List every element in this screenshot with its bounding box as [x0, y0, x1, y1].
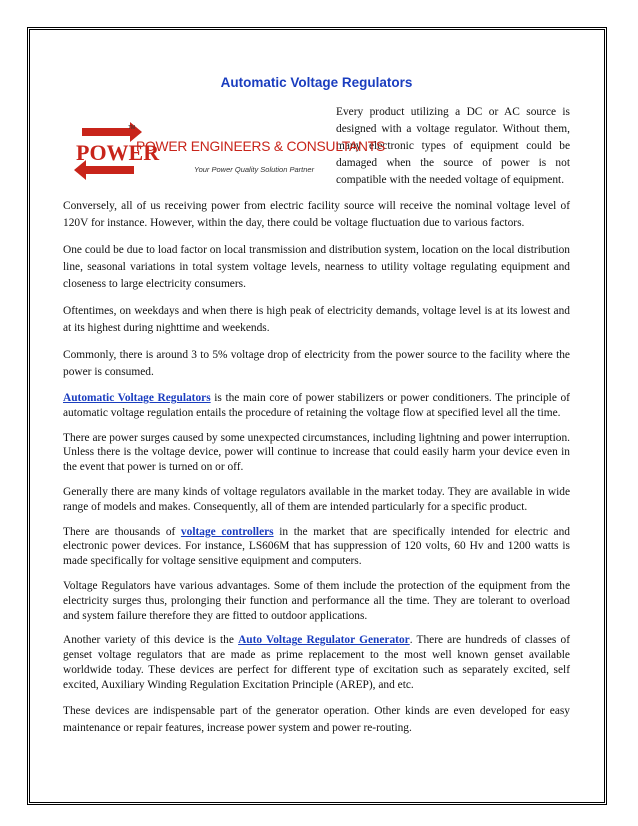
- paragraph-generator: [63, 633, 570, 692]
- paragraph-commonly: Commonly, there is around 3 to 5% voltage drop of electricity from the power source to the facility where the power is consumed.: [63, 349, 570, 378]
- document-body: [63, 74, 570, 747]
- power-logo-icon: [74, 116, 326, 194]
- logo-brand: POWER: [76, 140, 160, 165]
- paragraph-advantages: Voltage Regulators have various advantages. Some of them include the protection of the equipment from the electricity surges thus, prolonging their function and performance all the time. They are tolerant to overload and system failure therefore they are fitted to outdoor applications.: [63, 579, 570, 622]
- paragraph-surges: There are power surges caused by some unexpected circumstances, including lightning and power interruption. Unless there is the voltage device, power will continue to increase that could easily harm your device even in the event that power is turned on or off.: [63, 431, 570, 474]
- logo-tagline: Your Power Quality Solution Partner: [194, 165, 315, 174]
- paragraph-last: These devices are indispensable part of the generator operation. Other kinds are even developed for easy maintenance or repair features, increase power system and power re-routing.: [63, 704, 570, 734]
- company-logo: [74, 116, 385, 194]
- logo-trademark: TM: [128, 125, 136, 131]
- intro-paragraph: Every product utilizing a DC or AC source is designed with a voltage regulator. Without them, many electronic types of equipment could be damaged when the source of power is not compatible with the needed voltage of equipment.: [336, 106, 570, 186]
- document-title: Automatic Voltage Regulators: [220, 75, 413, 90]
- paragraph-oftentimes: Oftentimes, on weekdays and when there is high peak of electricity demands, voltage level is at its lowest and at its highest during nighttime and weekends.: [63, 305, 570, 334]
- controllers-before: There are thousands of: [63, 525, 181, 538]
- paragraph-kinds: Generally there are many kinds of voltage regulators available in the market today. They are available in wide range of models and makes. Consequently, all of them are intended particularly for a specific product.: [63, 485, 570, 513]
- avr-link[interactable]: Automatic Voltage Regulators: [63, 392, 211, 404]
- controllers-after: in the market that are specifically intended for electric and electronic power devices. For instance, LS606M that has suppression of 120 volts, 60 Hv and 1200 watts is made specifically for voltage sensitive equipment and computers.: [63, 525, 570, 568]
- paragraph-conversely: Conversely, all of us receiving power from electric facility source will receive the nominal voltage level of 120V for instance. However, within the day, there could be voltage fluctuation due to various factors.: [63, 200, 570, 229]
- intro-section: [63, 104, 570, 194]
- voltage-controllers-link[interactable]: voltage controllers: [180, 525, 274, 538]
- paragraph-load-factor: One could be due to load factor on local transmission and distribution system, location on the local distribution line, seasonal variations in total system voltage levels, nearness to utility voltage regulating equipment and closeness to large electricity consumers.: [63, 244, 570, 290]
- avr-text: is the main core of power stabilizers or power conditioners. The principle of automatic voltage regulation entails the procedure of retaining the voltage flow at specified level all the time.: [63, 392, 570, 419]
- paragraph-controllers: [63, 525, 570, 569]
- avr-generator-link[interactable]: Auto Voltage Regulator Generator: [238, 634, 410, 647]
- logo-company-name: POWER ENGINEERS & CONSULTANTS: [136, 139, 385, 154]
- generator-before: Another variety of this device is the: [63, 634, 239, 647]
- paragraph-avr: [63, 391, 570, 421]
- generator-after: . There are hundreds of classes of genset voltage regulators that are made as prime replacement to the most well known genset available worldwide today. These devices are perfect for different type of excitation such as separately excited, self excited, Auxiliary Winding Regulation Excitation Principle (AREP), and etc.: [63, 634, 570, 691]
